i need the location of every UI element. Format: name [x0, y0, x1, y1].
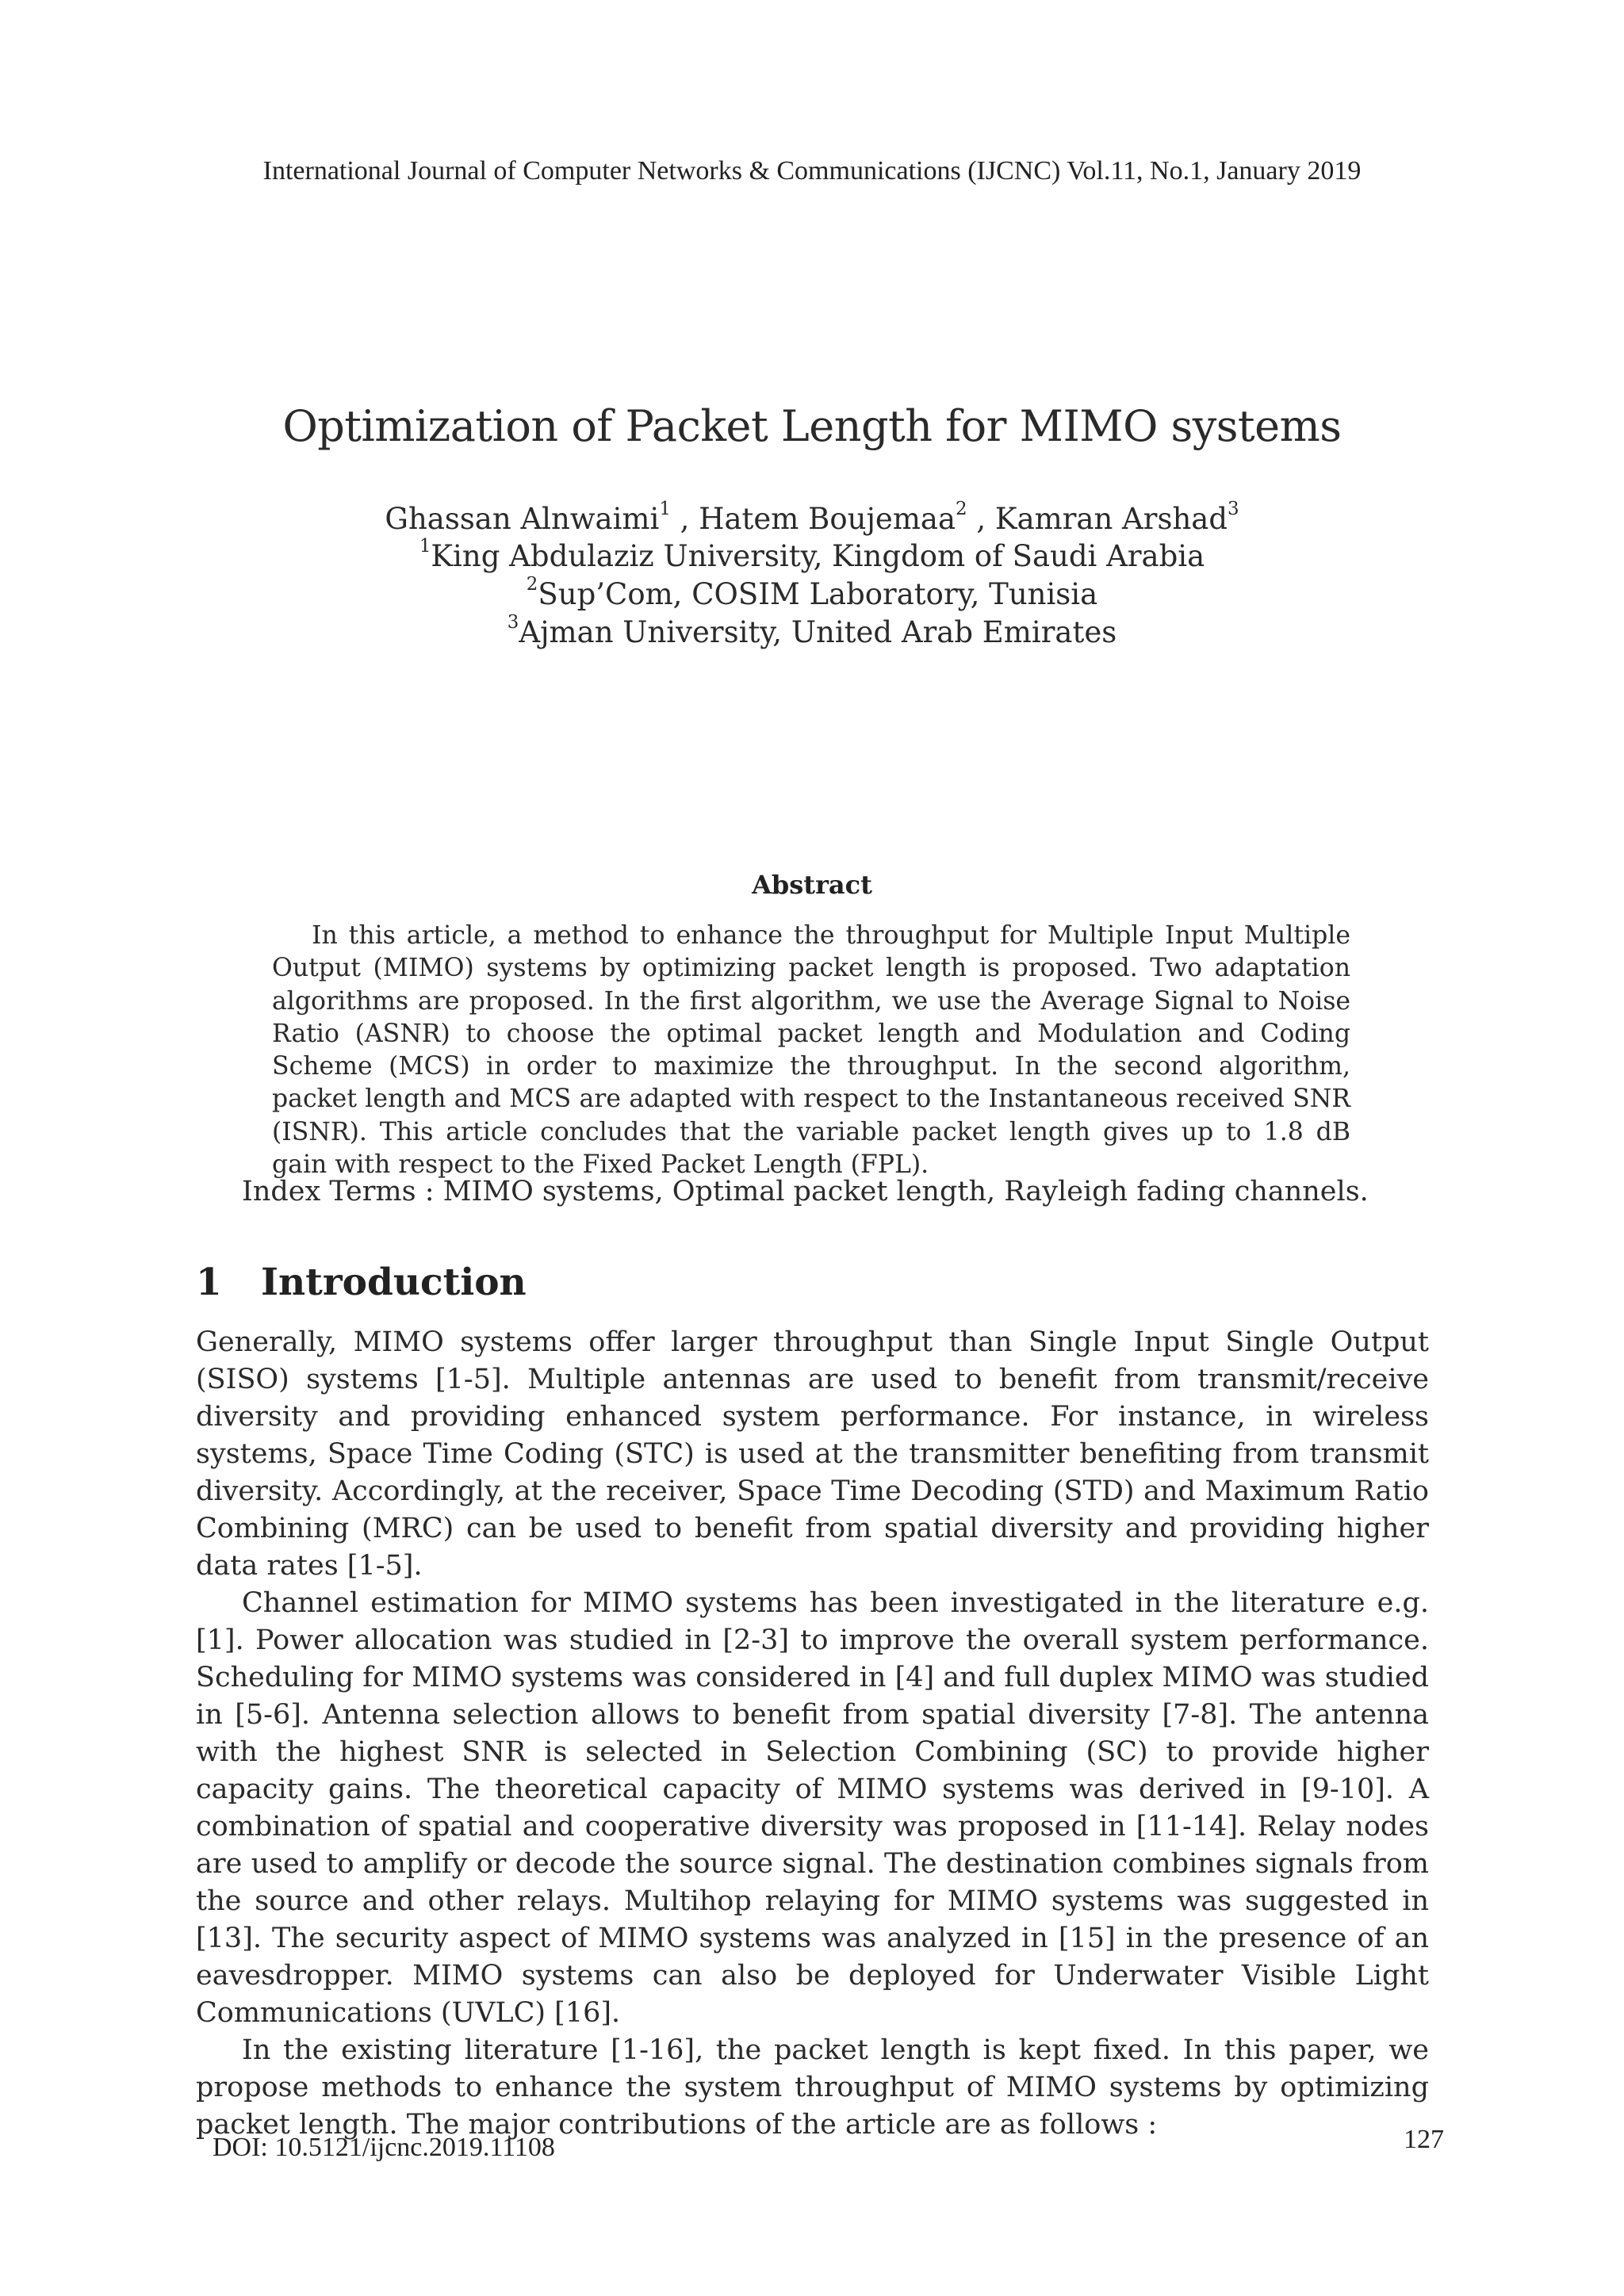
author-name: Kamran Arshad — [994, 502, 1228, 536]
affiliation-superscript: 1 — [419, 536, 431, 557]
section-heading — [196, 1261, 527, 1304]
affiliation-line — [0, 574, 1624, 611]
affiliation-superscript: 3 — [507, 612, 519, 633]
author-list — [0, 499, 1624, 536]
affiliation-line — [0, 536, 1624, 573]
author-name: Ghassan Alnwaimi — [385, 502, 660, 536]
paragraph: In the existing literature [1-16], the packet length is kept fixed. In this paper, we propose methods to enhance the system throughput of MIMO systems by optimizing packet length. The major contributions of the article are as follows : — [196, 2034, 1429, 2141]
section-title: Introduction — [261, 1261, 527, 1304]
section-number: 1 — [196, 1261, 222, 1304]
doi-footer: DOI: 10.5121/ijcnc.2019.11108 — [213, 2133, 555, 2162]
running-header: International Journal of Computer Networks & Communications (IJCNC) Vol.11, No.1, January 2019 — [262, 156, 1362, 186]
affiliation-superscript: 2 — [526, 574, 538, 595]
affiliation-line — [0, 612, 1624, 649]
page-number: 127 — [1404, 2125, 1444, 2154]
paragraph: Generally, MIMO systems offer larger throughput than Single Input Single Output (SISO) systems [1-5]. Multiple antennas are used to benefit from transmit/receive diversity and providing enhanced system performance. For instance, in wireless systems, Space Time Coding (STC) is used at the transmitter benefiting from transmit diversity. Accordingly, at the receiver, Space Time Decoding (STD) and Maximum Ratio Combining (MRC) can be used to benefit from spatial diversity and providing higher data rates [1-5]. — [196, 1326, 1429, 1582]
paper-title: Optimization of Packet Length for MIMO systems — [282, 401, 1342, 451]
body-text — [196, 1324, 1429, 2144]
author-name: Hatem Boujemaa — [699, 502, 956, 536]
affiliation-text: King Abdulaziz University, Kingdom of Saudi Arabia — [431, 539, 1205, 573]
abstract-heading: Abstract — [752, 870, 872, 900]
index-terms: Index Terms : MIMO systems, Optimal packet length, Rayleigh fading channels. — [242, 1176, 1369, 1207]
paragraph: Channel estimation for MIMO systems has been investigated in the literature e.g. [1]. Power allocation was studied in [2-3] to improve the overall system performance. Scheduling for MIMO systems was considered in [4] and full duplex MIMO was studied in [5-6]. Antenna selection allows to benefit from spatial diversity [7-8]. The antenna with the highest SNR is selected in Selection Combining (SC) to provide higher capacity gains. The theoretical capacity of MIMO systems was derived in [9-10]. A combination of spatial and cooperative diversity was proposed in [11-14]. Relay nodes are used to amplify or decode the source signal. The destination combines signals from the source and other relays. Multihop relaying for MIMO systems was suggested in [13]. The security aspect of MIMO systems was analyzed in [15] in the presence of an eavesdropper. MIMO systems can also be deployed for Underwater Visible Light Communications (UVLC) [16]. — [196, 1587, 1429, 2029]
abstract-body — [272, 920, 1350, 1181]
author-separator: , — [670, 502, 699, 536]
author-separator: , — [967, 502, 995, 536]
abstract-text: In this article, a method to enhance the throughput for Multiple Input Multiple Output (MIMO) systems by optimizing packet length is proposed. Two adaptation algorithms are proposed. In the first algorithm, we use the Average Signal to Noise Ratio (ASNR) to choose the optimal packet length and Modulation and Coding Scheme (MCS) in order to maximize the throughput. In the second algorithm, packet length and MCS are adapted with respect to the Instantaneous received SNR (ISNR). This article concludes that the variable packet length gives up to 1.8 dB gain with respect to the Fixed Packet Length (FPL). — [272, 921, 1350, 1180]
author-superscript: 1 — [659, 499, 671, 520]
author-superscript: 3 — [1228, 499, 1239, 520]
author-superscript: 2 — [956, 499, 967, 520]
affiliation-text: Sup’Com, COSIM Laboratory, Tunisia — [538, 577, 1098, 611]
affiliation-text: Ajman University, United Arab Emirates — [519, 615, 1117, 649]
